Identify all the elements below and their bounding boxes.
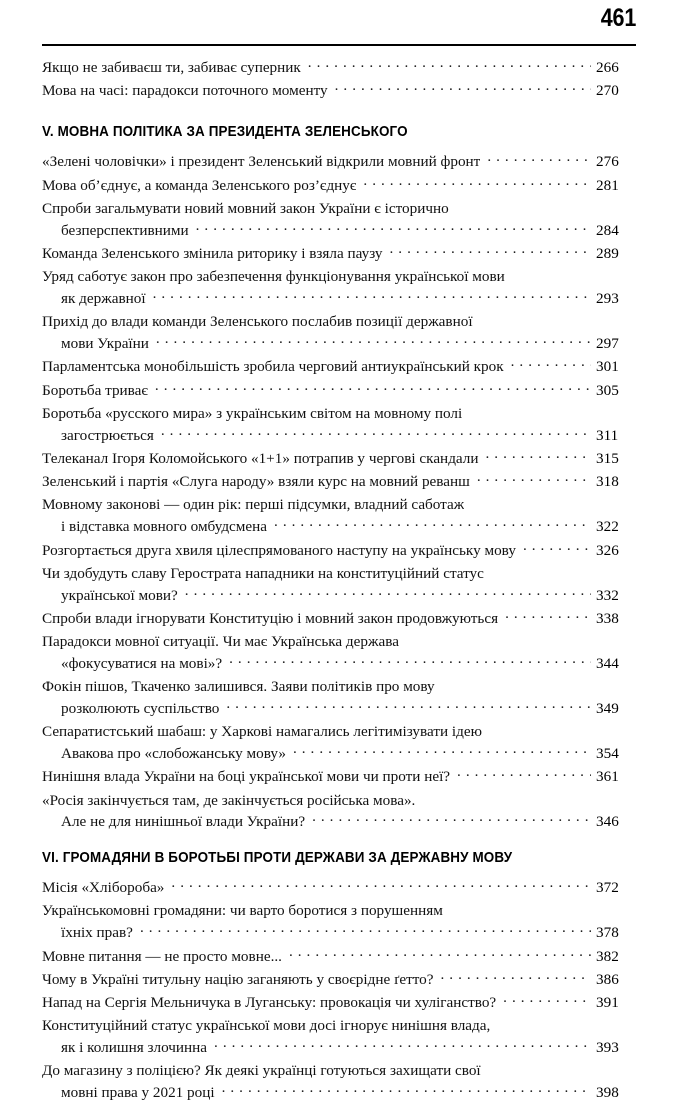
toc-entry-title: Місія «Хлібороба»	[42, 879, 165, 897]
toc-entry-title: Зеленський і партія «Слуга народу» взяли курс на мовний реванш	[42, 473, 470, 491]
toc-entry-title: Мовне питання — не просто мовне...	[42, 947, 282, 965]
toc-entry-line	[42, 516, 636, 538]
toc-entry-page-number: 318	[596, 473, 619, 491]
dot-leader	[293, 743, 591, 758]
dot-leader	[153, 288, 591, 303]
toc-entry-page-number: 332	[596, 586, 619, 604]
toc-entry-line	[42, 789, 636, 811]
toc-entry[interactable]	[42, 563, 636, 607]
toc-entry-title: Боротьба триває	[42, 381, 148, 399]
toc-entry[interactable]	[42, 877, 636, 899]
dot-leader	[155, 379, 591, 394]
toc-entry-title: Авакова про «слобожанську мову»	[61, 745, 286, 763]
toc-entry-title: Команда Зеленського змінила риторику і взяла паузу	[42, 244, 383, 262]
toc-entry[interactable]	[42, 198, 636, 242]
dot-leader	[486, 448, 592, 463]
toc-entry[interactable]	[42, 243, 636, 265]
toc-entry-page-number: 270	[596, 82, 619, 100]
dot-leader	[511, 356, 591, 371]
toc-entry-page-number: 386	[596, 970, 619, 988]
toc-entry-title: Парадокси мовної ситуації. Чи має Українська держава	[42, 633, 399, 651]
page-number: 461	[600, 4, 636, 32]
toc-entry-page-number: 301	[596, 358, 619, 376]
toc-entry-line	[42, 1082, 636, 1104]
toc-entry-line	[42, 356, 636, 378]
toc-entry-title: Нинішня влада України на боці української мови чи проти неї?	[42, 768, 451, 786]
dot-leader	[274, 516, 591, 531]
toc-entry[interactable]	[42, 151, 636, 173]
toc-entry-line	[42, 219, 636, 241]
toc-entry-title: і відставка мовного омбудсмена	[61, 518, 268, 536]
toc-entry[interactable]	[42, 1060, 636, 1104]
toc-entry-title: Напад на Сергія Мельничука в Луганську: провокація чи хуліганство?	[42, 994, 497, 1012]
dot-leader	[363, 174, 591, 189]
dot-leader	[222, 1082, 591, 1097]
toc-entry-title: «Росія закінчується там, де закінчується російська мова».	[42, 791, 416, 809]
toc-entry[interactable]	[42, 992, 636, 1014]
header-divider	[42, 44, 636, 46]
dot-leader	[457, 766, 591, 781]
toc-entry-line	[42, 900, 636, 922]
toc-entry[interactable]	[42, 494, 636, 538]
toc-entry-line	[42, 311, 636, 333]
toc-entry-line	[42, 494, 636, 516]
toc-entry-line	[42, 676, 636, 698]
toc-entry-title: як і колишня злочинна	[61, 1039, 208, 1057]
toc-entry-title: Чи здобудуть славу Герострата нападники на конституційний статус	[42, 564, 484, 582]
dot-leader	[171, 877, 591, 892]
toc-entry-line	[42, 333, 636, 355]
toc-entry-title: До магазину з поліцією? Як деякі українці готуються захищати свої	[42, 1062, 481, 1080]
dot-leader	[185, 584, 591, 599]
toc-entry[interactable]	[42, 448, 636, 470]
dot-leader	[440, 969, 591, 984]
toc-entry-title: Чому в Україні титульну націю заганяють у своєрідне ґетто?	[42, 970, 434, 988]
toc-entry-line	[42, 243, 636, 265]
toc-entry-line	[42, 424, 636, 446]
toc-entry[interactable]	[42, 356, 636, 378]
toc-entry[interactable]	[42, 969, 636, 991]
toc-entry-page-number: 289	[596, 244, 619, 262]
dot-leader	[140, 922, 591, 937]
toc-entry[interactable]	[42, 676, 636, 720]
toc-entry-line	[42, 57, 636, 79]
toc-entry-title: Мова на часі: парадокси поточного моменту	[42, 82, 328, 100]
toc-section-heading: V. МОВНА ПОЛІТИКА ЗА ПРЕЗИДЕНТА ЗЕЛЕНСЬКОГО	[42, 124, 408, 141]
toc-entry-title: Спроби влади ігнорувати Конституцію і мовний закон продовжуються	[42, 609, 499, 627]
toc-entry-page-number: 393	[596, 1039, 619, 1057]
toc-entry-page-number: 293	[596, 289, 619, 307]
toc-entry-page-number: 361	[596, 768, 619, 786]
toc-entry-title: «Зелені чоловічки» і президент Зеленський відкрили мовний фронт	[42, 153, 481, 171]
toc-entry-page-number: 349	[596, 700, 619, 717]
toc-entry-page-number: 382	[596, 947, 619, 965]
toc-entry-page-number: 398	[596, 1084, 619, 1102]
toc-entry-line	[42, 653, 636, 675]
toc-entry[interactable]	[42, 311, 636, 355]
dot-leader	[229, 653, 591, 668]
toc-entry-page-number: 391	[596, 994, 619, 1012]
toc-entry-title: Мова об’єднує, а команда Зеленського роз’єднує	[42, 176, 357, 194]
dot-leader	[523, 539, 591, 554]
toc-entry[interactable]	[42, 471, 636, 493]
toc-entry-page-number: 297	[596, 335, 619, 352]
toc-entry-title: Конституційний статус української мови досі ігнорує нинішня влада,	[42, 1017, 491, 1035]
toc-entry-page-number: 315	[596, 449, 619, 467]
dot-leader	[477, 471, 591, 486]
toc-entry-line	[42, 288, 636, 310]
toc-entry-line	[42, 151, 636, 173]
toc-entry-title: Сепаратистський шабаш: у Харкові намагались легітимізувати ідею	[42, 723, 482, 741]
toc-entry-page-number: 284	[596, 221, 619, 239]
dot-leader	[226, 698, 591, 713]
toc-entry-line	[42, 1015, 636, 1037]
toc-entry-line	[42, 608, 636, 630]
toc-entry-page-number: 326	[596, 541, 619, 559]
toc-entry-title: загострюється	[61, 426, 154, 444]
toc-entry-title: безперспективними	[61, 221, 189, 239]
toc-entry-title: як державної	[61, 289, 146, 307]
dot-leader	[390, 243, 592, 258]
toc-entry-page-number: 305	[596, 381, 619, 399]
toc-entry-line	[42, 539, 636, 561]
toc-entry-line	[42, 471, 636, 493]
toc-entry-page-number: 281	[596, 176, 619, 194]
toc-entry-title: «фокусуватися на мові»?	[61, 654, 223, 672]
toc-entry-page-number: 344	[596, 654, 619, 672]
toc-entry-line	[42, 811, 636, 833]
toc-entry-line	[42, 379, 636, 401]
dot-leader	[487, 151, 591, 166]
toc-entry-title: Але не для нинішньої влади України?	[61, 813, 306, 831]
toc-entry[interactable]	[42, 57, 636, 79]
toc-entry-page-number: 372	[596, 879, 619, 897]
toc-entry-title: Боротьба «русского мира» з українським світом на мовному полі	[42, 404, 463, 422]
toc-entry-line	[42, 969, 636, 991]
toc-entry[interactable]	[42, 539, 636, 561]
toc-entry[interactable]	[42, 403, 636, 447]
toc-entry-line	[42, 448, 636, 470]
toc-entry-line	[42, 992, 636, 1014]
toc-entry-page-number: 338	[596, 609, 619, 627]
toc-entry-line	[42, 945, 636, 967]
table-of-contents	[42, 46, 636, 1104]
toc-entry-line	[42, 877, 636, 899]
toc-entry-line	[42, 922, 636, 944]
toc-entry-page-number: 346	[596, 813, 619, 831]
toc-entry-title: Фокін пішов, Ткаченко залишився. Заяви політиків про мову	[42, 678, 435, 696]
toc-entry-title: Мовному законові — один рік: перші підсумки, владний саботаж	[42, 496, 465, 514]
toc-entry-title: Спроби загальмувати новий мовний закон України є історично	[42, 199, 449, 217]
toc-entry-line	[42, 1060, 636, 1082]
toc-entry[interactable]	[42, 1015, 636, 1059]
page-header	[42, 0, 636, 46]
toc-entry-title: української мови?	[61, 586, 178, 604]
toc-entry-line	[42, 584, 636, 606]
toc-entry-title: Українськомовні громадяни: чи варто боротися з порушенням	[42, 902, 443, 920]
toc-entry-line	[42, 80, 636, 102]
toc-entry-line	[42, 631, 636, 653]
toc-entry-line	[42, 1037, 636, 1059]
toc-entry-line	[42, 766, 636, 788]
toc-entry[interactable]	[42, 945, 636, 967]
toc-entry-page-number: 378	[596, 924, 619, 942]
toc-entry-line	[42, 743, 636, 765]
toc-entry-title: Прихід до влади команди Зеленського послабив позиції державної	[42, 313, 473, 331]
toc-entry-title: мови України	[61, 335, 149, 352]
toc-entry[interactable]	[42, 379, 636, 401]
toc-entry-page-number: 276	[596, 153, 619, 171]
toc-entry-title: Парламентська монобільшість зробила черговий антиукраїнський крок	[42, 358, 504, 376]
dot-leader	[161, 424, 591, 439]
toc-entry-line	[42, 698, 636, 720]
toc-entry-title: розколюють суспільство	[61, 700, 220, 717]
toc-entry-page-number: 322	[596, 518, 619, 536]
toc-entry-line	[42, 174, 636, 196]
toc-entry-title: їхніх прав?	[61, 924, 133, 942]
dot-leader	[335, 80, 591, 95]
toc-entry-title: Якщо не забиваєш ти, забиває суперник	[42, 59, 301, 77]
dot-leader	[312, 811, 591, 826]
toc-entry-page-number: 266	[596, 59, 619, 77]
toc-entry-page-number: 354	[596, 745, 619, 763]
toc-entry-title: Розгортається друга хвиля цілеспрямованого наступу на українську мову	[42, 541, 516, 559]
toc-entry-line	[42, 266, 636, 288]
toc-entry-title: мовні права у 2021 році	[61, 1084, 215, 1102]
dot-leader	[196, 219, 591, 234]
toc-entry-line	[42, 403, 636, 425]
toc-entry-line	[42, 198, 636, 220]
toc-entry[interactable]	[42, 789, 636, 833]
toc-entry[interactable]	[42, 631, 636, 675]
toc-entry[interactable]	[42, 766, 636, 788]
dot-leader	[505, 608, 591, 623]
toc-entry[interactable]	[42, 174, 636, 196]
toc-section-heading: VI. ГРОМАДЯНИ В БОРОТЬБІ ПРОТИ ДЕРЖАВИ ЗА ДЕРЖАВНУ МОВУ	[42, 850, 513, 866]
toc-entry[interactable]	[42, 721, 636, 765]
toc-entry[interactable]	[42, 266, 636, 310]
toc-entry-line	[42, 721, 636, 743]
dot-leader	[289, 945, 591, 960]
toc-entry[interactable]	[42, 80, 636, 102]
dot-leader	[308, 57, 591, 72]
toc-entry-title: Телеканал Ігоря Коломойського «1+1» потрапив у чергові скандали	[42, 449, 479, 467]
dot-leader	[503, 992, 591, 1007]
dot-leader	[156, 333, 591, 348]
toc-entry-page-number: 311	[596, 426, 619, 444]
dot-leader	[214, 1037, 591, 1052]
toc-entry-title: Уряд саботує закон про забезпечення функціонування української мови	[42, 268, 505, 286]
toc-entry-line	[42, 563, 636, 585]
toc-entry[interactable]	[42, 608, 636, 630]
toc-entry[interactable]	[42, 900, 636, 944]
